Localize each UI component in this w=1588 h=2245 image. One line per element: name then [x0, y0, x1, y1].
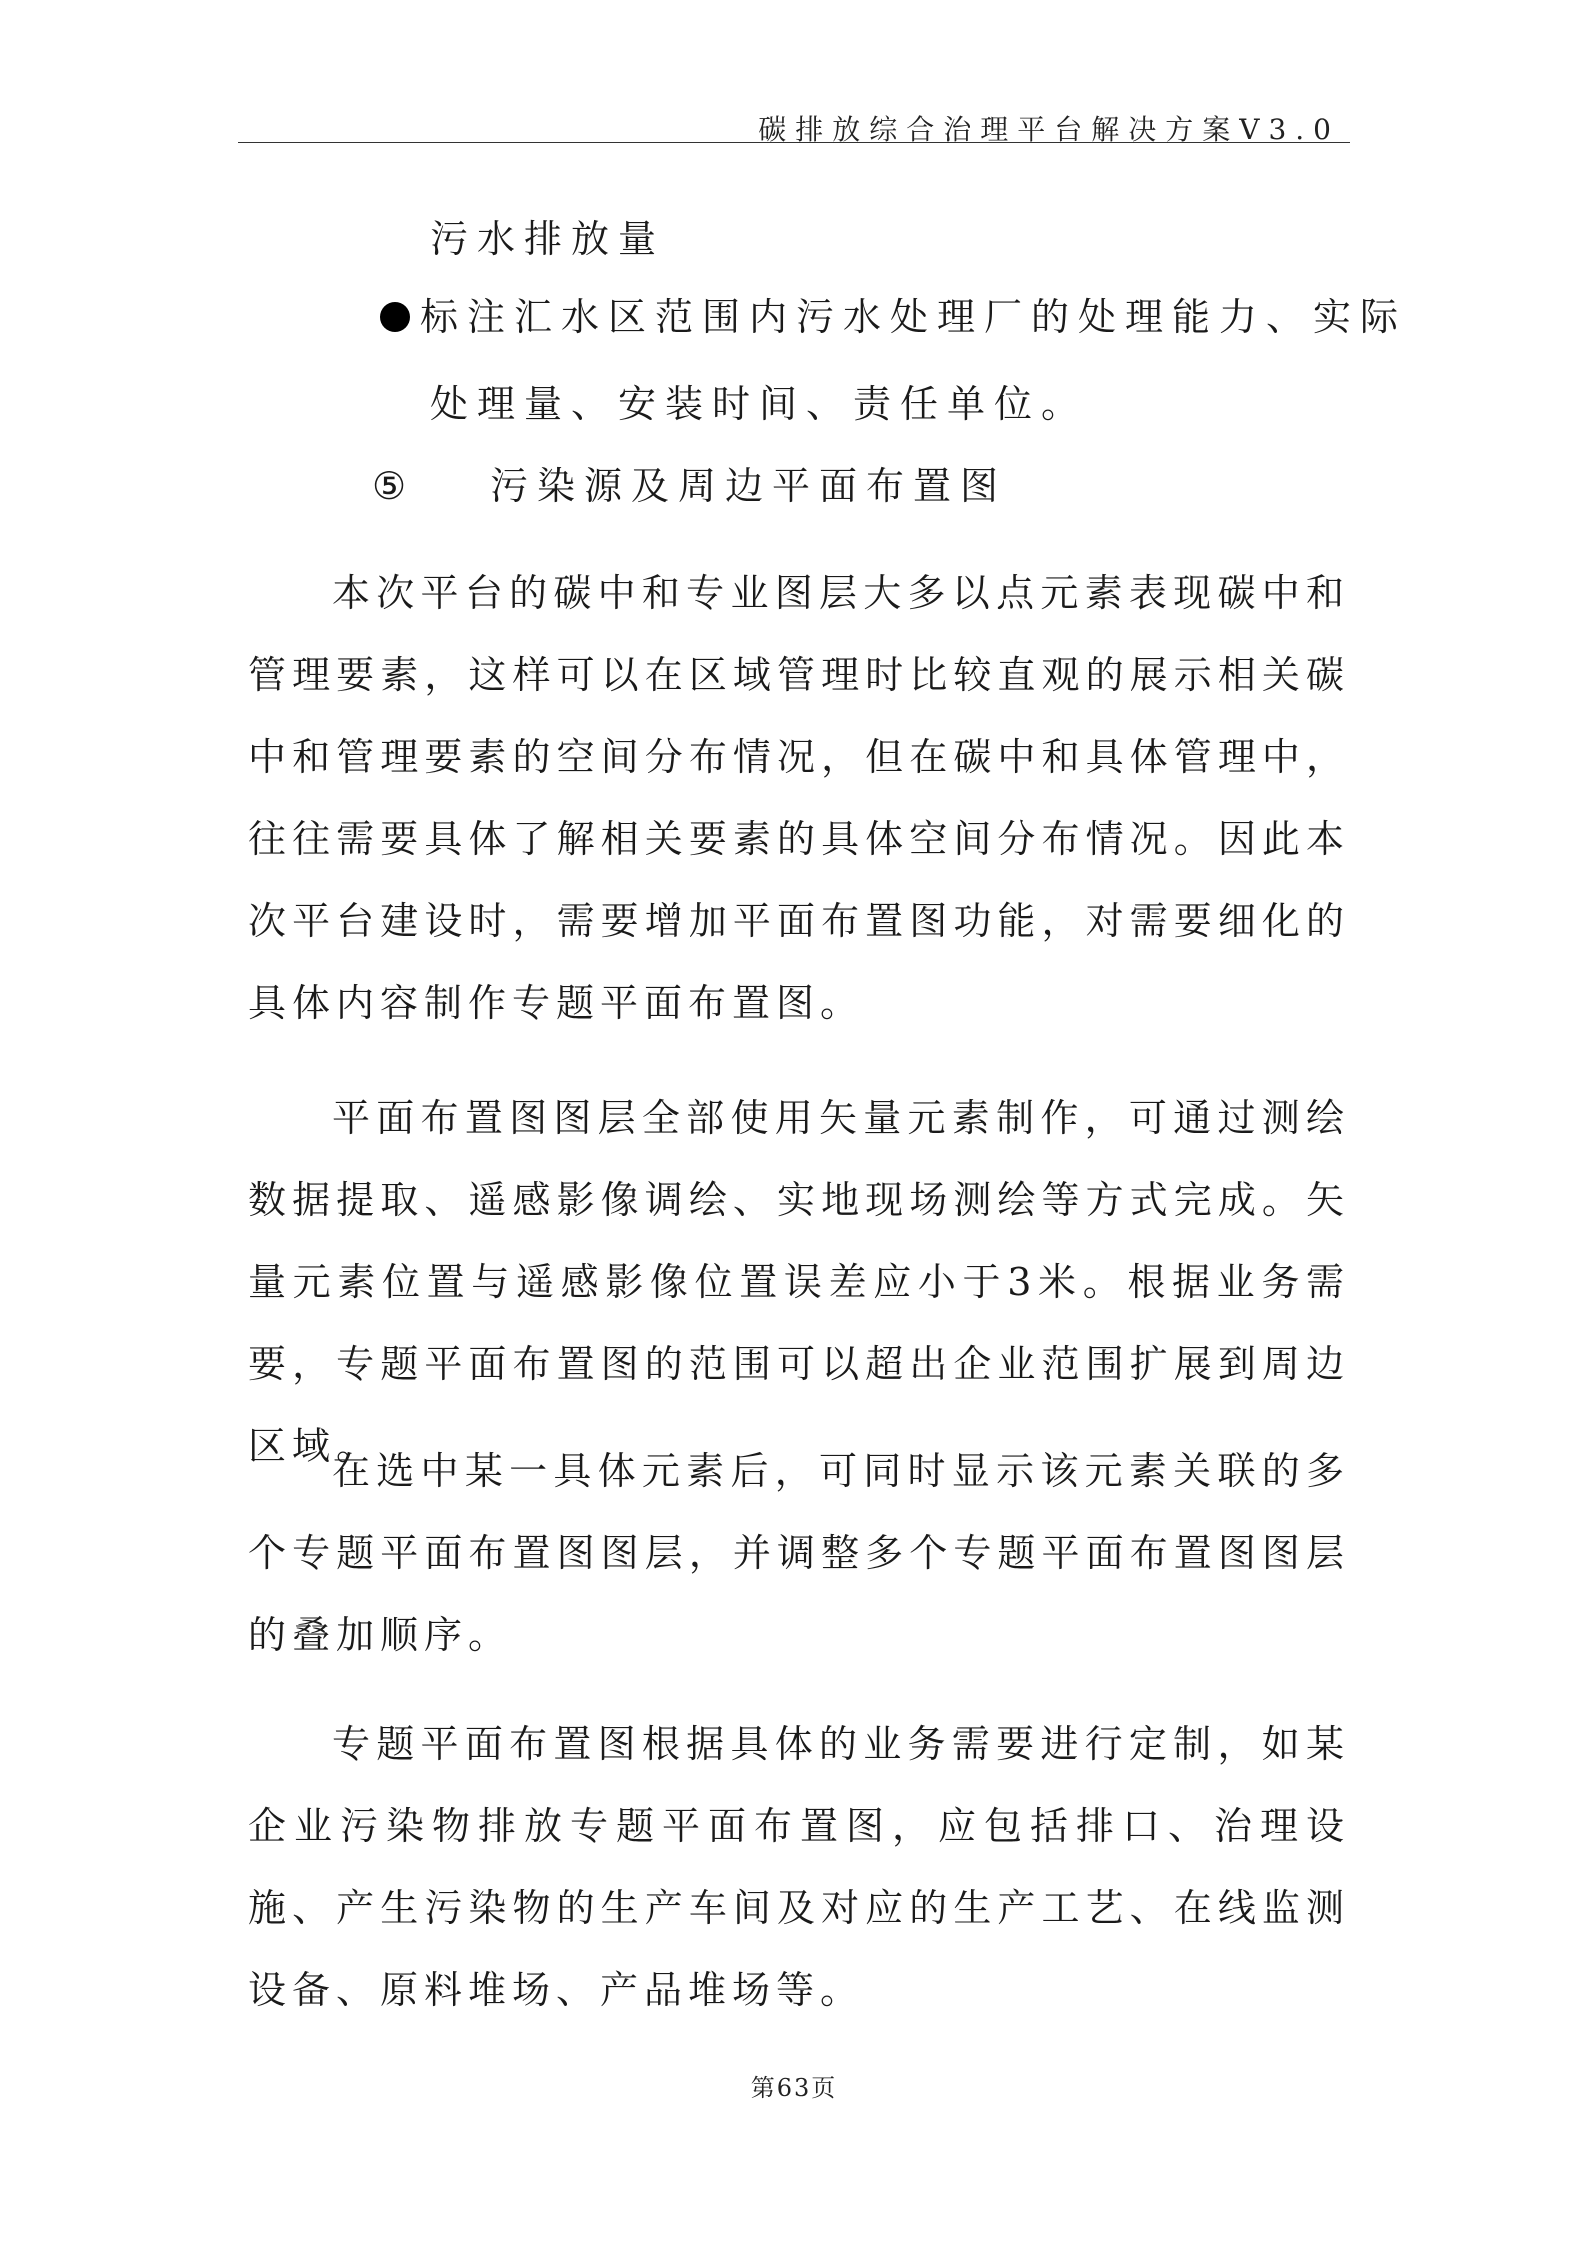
continuation-line: 污水排放量 — [430, 217, 666, 261]
bullet-line-2: 处理量、安装时间、责任单位。 — [430, 382, 1089, 426]
section-number: ⑤ — [372, 464, 407, 508]
paragraph-2: 平面布置图图层全部使用矢量元素制作，可通过测绘数据提取、遥感影像调绘、实地现场测绘等方式完成。矢量元素位置与遥感影像位置误差应小于3米。根据业务需要，专题平面布置图的范围可以超出企业范围扩展到周边区域。 — [248, 1096, 1350, 1468]
paragraph-3: 在选中某一具体元素后，可同时显示该元素关联的多个专题平面布置图图层，并调整多个专题平面布置图图层的叠加顺序。 — [248, 1449, 1350, 1657]
bullet-dot-icon — [380, 302, 410, 332]
bullet-line-1: 标注汇水区范围内污水处理厂的处理能力、实际 — [420, 295, 1408, 339]
paragraph-1: 本次平台的碳中和专业图层大多以点元素表现碳中和管理要素，这样可以在区域管理时比较直观的展示相关碳中和管理要素的空间分布情况，但在碳中和具体管理中，往往需要具体了解相关要素的具体空间分布情况。因此本次平台建设时，需要增加平面布置图功能，对需要细化的具体内容制作专题平面布置图。 — [248, 571, 1350, 1025]
section-title: 污染源及周边平面布置图 — [490, 464, 1008, 508]
page-number: 第63页 — [750, 2074, 838, 2102]
paragraph-4: 专题平面布置图根据具体的业务需要进行定制，如某企业污染物排放专题平面布置图，应包括排口、治理设施、产生污染物的生产车间及对应的生产工艺、在线监测设备、原料堆场、产品堆场等。 — [248, 1722, 1350, 2012]
header-divider — [238, 142, 1350, 143]
document-title: 碳排放综合治理平台解决方案V3.0 — [758, 113, 1340, 146]
